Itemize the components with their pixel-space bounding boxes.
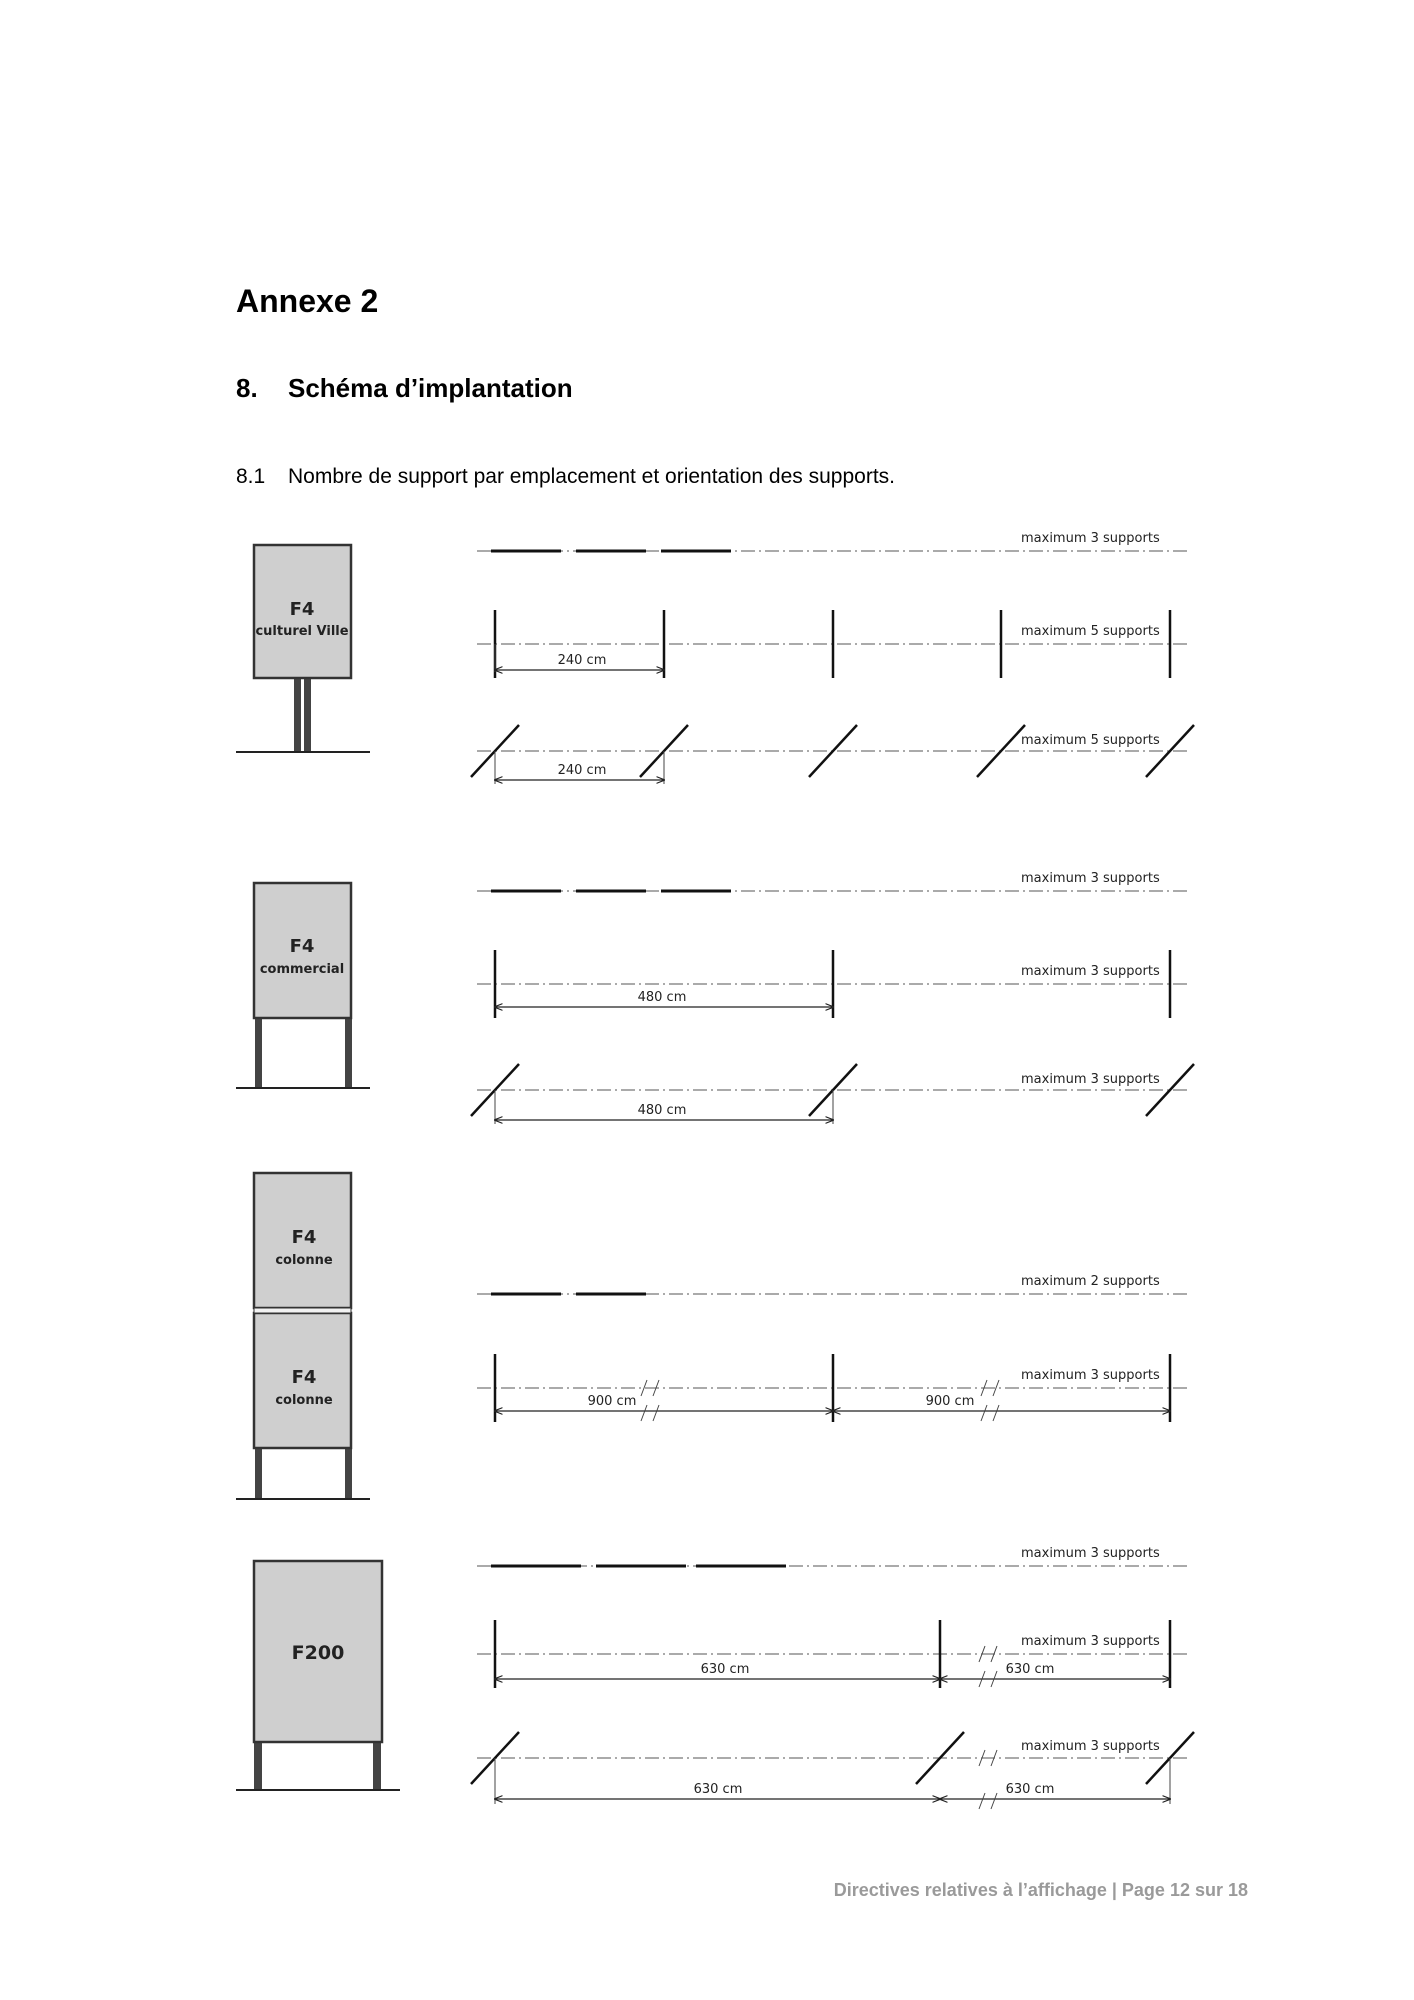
post [255,1448,262,1499]
support-count-label: maximum 3 supports [1021,1546,1160,1561]
support-count-label: maximum 2 supports [1021,1274,1160,1289]
support-count-label: maximum 5 supports [1021,733,1160,748]
post [254,1742,262,1790]
support-count-label: maximum 3 supports [1021,1368,1160,1383]
post [345,1018,352,1088]
dimension-label: 630 cm [1005,1782,1055,1797]
post [304,678,311,752]
sign-type: F200 [291,1642,345,1664]
page-footer: Directives relatives à l’affichage | Page 12 sur 18 [833,1880,1248,1900]
dimension-label: 240 cm [557,763,607,778]
support-oblique [916,1732,964,1784]
post [255,1018,262,1088]
sign-type: F4 [289,599,315,620]
subsection-number: 8.1 [236,465,266,488]
break-mark [653,1405,659,1421]
support-count-label: maximum 5 supports [1021,624,1160,639]
panel-joint [254,1308,351,1313]
section-number: 8. [236,373,258,403]
support-count-label: maximum 3 supports [1021,1072,1160,1087]
break-mark [979,1793,985,1809]
sign-subtitle: colonne [275,1393,333,1408]
section-title: Schéma d’implantation [288,373,573,403]
dimension-label: 480 cm [637,990,687,1005]
support-count-label: maximum 3 supports [1021,531,1160,546]
break-mark [981,1405,987,1421]
break-mark [991,1793,997,1809]
sign-subtitle: culturel Ville [255,624,349,639]
dimension-label: 630 cm [1005,1662,1055,1677]
dimension-label: 240 cm [557,653,607,668]
sign-subtitle: commercial [259,962,345,977]
post [294,678,301,752]
subsection-text: Nombre de support par emplacement et orientation des supports. [288,465,896,488]
sign-subtitle: colonne [275,1253,333,1268]
annex-heading: Annexe 2 [236,283,379,319]
sign-type: F4 [291,1367,317,1388]
break-mark [993,1405,999,1421]
sign-type: F4 [291,1227,317,1248]
support-count-label: maximum 3 supports [1021,1739,1160,1754]
dimension-label: 900 cm [925,1394,975,1409]
support-count-label: maximum 3 supports [1021,964,1160,979]
dimension-label: 480 cm [637,1103,687,1118]
sign-type: F4 [289,936,315,957]
support-count-label: maximum 3 supports [1021,1634,1160,1649]
dimension-label: 630 cm [693,1782,743,1797]
support-count-label: maximum 3 supports [1021,871,1160,886]
post [345,1448,352,1499]
dimension-label: 900 cm [587,1394,637,1409]
break-mark [641,1405,647,1421]
dimension-label: 630 cm [700,1662,750,1677]
post [373,1742,381,1790]
